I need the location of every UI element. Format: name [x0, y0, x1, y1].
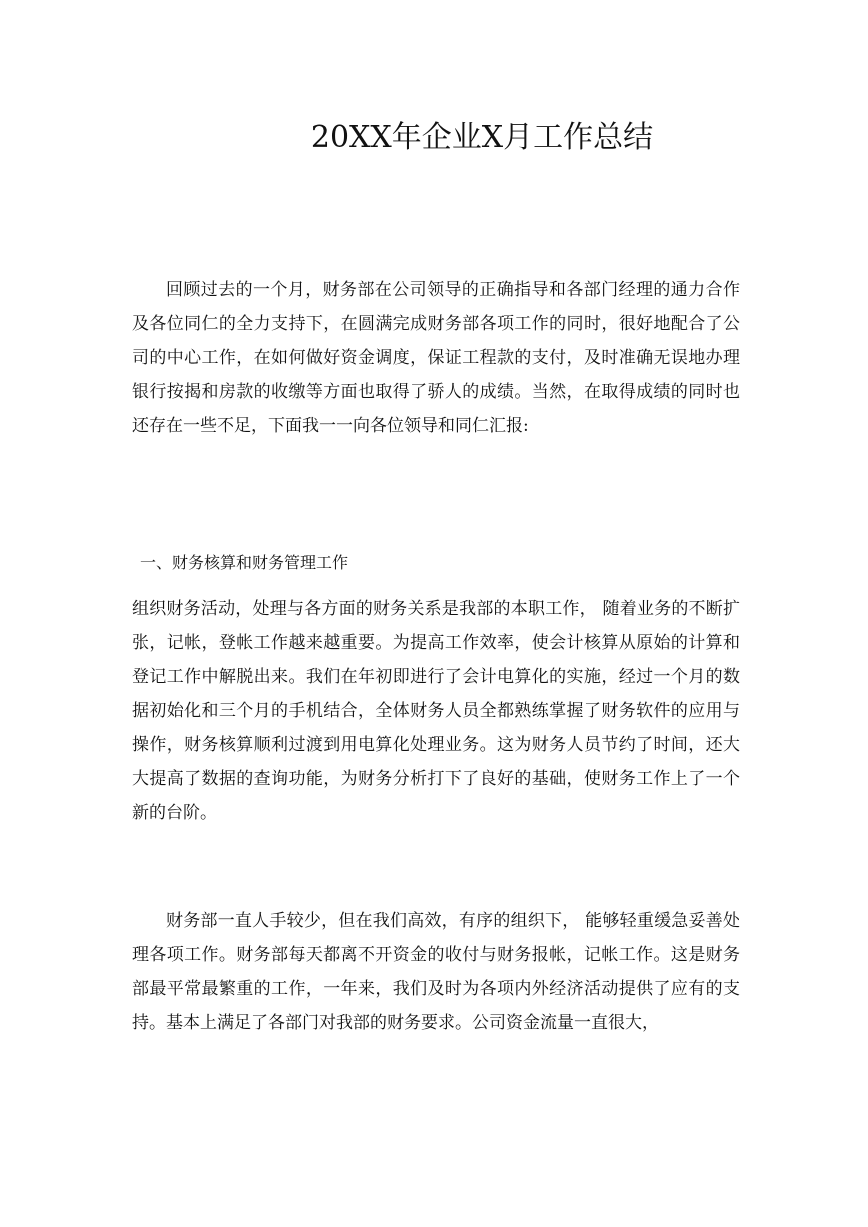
- section-paragraph-2: 财务部一直人手较少，但在我们高效，有序的组织下， 能够轻重缓急妥善处理各项工作。财务部每天都离不开资金的收付与财务报帐，记帐工作。这是财务部最平常最繁重的工作，一年来，我们及时为各项内外经济活动提供了应有的支持。基本上满足了各部门对我部的财务要求。公司资金流量一直很大，: [132, 911, 740, 1033]
- document-title: 20XX年企业X月工作总结: [310, 120, 654, 155]
- section-heading: 一、财务核算和财务管理工作: [140, 553, 349, 572]
- section-paragraph-1: 组织财务活动，处理与各方面的财务关系是我部的本职工作， 随着业务的不断扩张，记帐，登帐工作越来越重要。为提高工作效率，使会计核算从原始的计算和登记工作中解脱出来。我们在年初即进行了会计电算化的实施，经过一个月的数据初始化和三个月的手机结合，全体财务人员全都熟练掌握了财务软件的应用与操作，财务核算顺利过渡到用电算化处理业务。这为财务人员节约了时间，还大大提高了数据的查询功能，为财务分析打下了良好的基础，使财务工作上了一个新的台阶。: [132, 599, 740, 823]
- intro-paragraph: 回顾过去的一个月，财务部在公司领导的正确指导和各部门经理的通力合作及各位同仁的全力支持下，在圆满完成财务部各项工作的同时，很好地配合了公司的中心工作，在如何做好资金调度，保证工程款的支付，及时准确无误地办理银行按揭和房款的收缴等方面也取得了骄人的成绩。当然，在取得成绩的同时也还存在一些不足，下面我一一向各位领导和同仁汇报:: [132, 280, 740, 436]
